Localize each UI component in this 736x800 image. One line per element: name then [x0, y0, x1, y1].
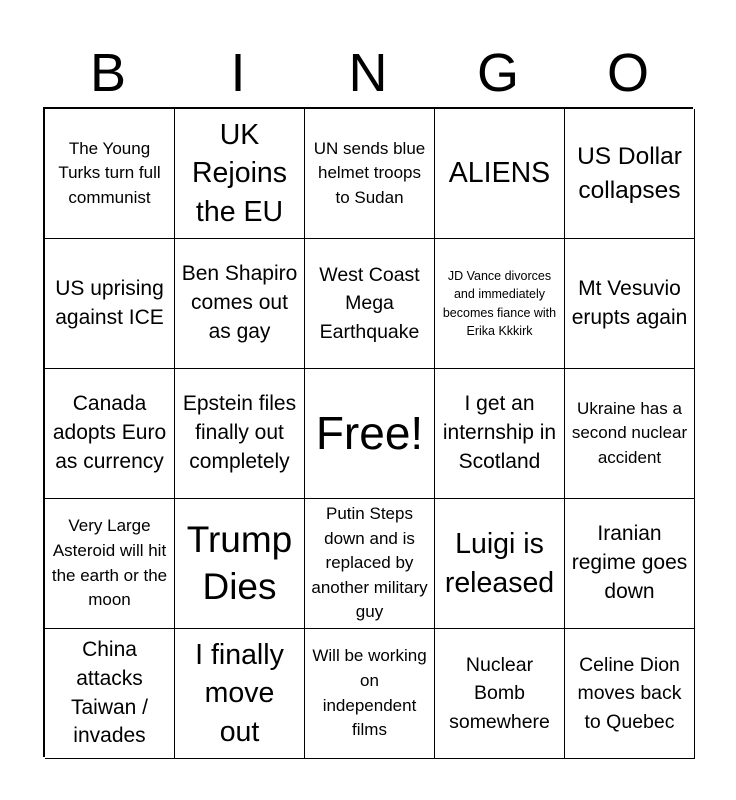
- bingo-cell[interactable]: [435, 629, 565, 759]
- bingo-cell[interactable]: [435, 369, 565, 499]
- bingo-cell[interactable]: [45, 629, 175, 759]
- bingo-cell[interactable]: [175, 109, 305, 239]
- header-letter-i: I: [230, 43, 246, 103]
- bingo-cell[interactable]: [175, 369, 305, 499]
- bingo-cell[interactable]: [565, 629, 695, 759]
- header-letter-g: G: [476, 43, 519, 103]
- cell-text: Mt Vesuvio erupts again: [571, 276, 688, 329]
- cell-text: Ben Shapiro comes out as gay: [181, 262, 298, 343]
- cell-text: Iranian regime goes down: [571, 522, 688, 603]
- cell-text: Nuclear Bomb somewhere: [449, 654, 550, 733]
- cell-text: Canada adopts Euro as currency: [52, 392, 167, 473]
- free-space-cell[interactable]: [305, 369, 435, 499]
- bingo-cell[interactable]: [435, 499, 565, 629]
- cell-text: US uprising against ICE: [55, 276, 164, 329]
- cell-text: Putin Steps down and is replaced by another military guy: [311, 503, 428, 622]
- bingo-cell[interactable]: [305, 109, 435, 239]
- cell-text: US Dollar collapses: [577, 143, 682, 204]
- bingo-cell[interactable]: [175, 499, 305, 629]
- cell-text: UK Rejoins the EU: [191, 118, 288, 228]
- cell-text: Very Large Asteroid will hit the earth or the moon: [51, 516, 168, 610]
- bingo-header: [43, 40, 693, 106]
- bingo-cell[interactable]: [175, 629, 305, 759]
- bingo-cell[interactable]: [565, 239, 695, 369]
- cell-text: Epstein files finally out completely: [182, 392, 297, 473]
- bingo-cell[interactable]: [565, 369, 695, 499]
- bingo-cell[interactable]: [565, 109, 695, 239]
- bingo-cell[interactable]: [565, 499, 695, 629]
- bingo-cell[interactable]: [435, 239, 565, 369]
- cell-text: I get an internship in Scotland: [442, 392, 557, 473]
- bingo-cell[interactable]: [45, 499, 175, 629]
- cell-text: Luigi is released: [444, 528, 555, 599]
- bingo-cell[interactable]: [305, 239, 435, 369]
- cell-text: JD Vance divorces and immediately becomes fiance with Erika Kkkirk: [442, 269, 557, 338]
- cell-text: Trump Dies: [186, 519, 293, 607]
- cell-text: Celine Dion moves back to Quebec: [577, 654, 682, 733]
- bingo-cell[interactable]: [45, 109, 175, 239]
- bingo-cell[interactable]: [175, 239, 305, 369]
- cell-text: China attacks Taiwan / invades: [70, 637, 149, 748]
- cell-text: I finally move out: [195, 638, 284, 748]
- bingo-cell[interactable]: [305, 499, 435, 629]
- bingo-cell[interactable]: [435, 109, 565, 239]
- bingo-cell[interactable]: [305, 629, 435, 759]
- header-letter-n: N: [348, 43, 388, 103]
- header-letter-o: O: [606, 43, 649, 103]
- free-space-label: Free!: [315, 407, 424, 460]
- cell-text: West Coast Mega Earthquake: [319, 264, 420, 343]
- cell-text: Will be working on independent films: [312, 646, 427, 740]
- bingo-board: [43, 107, 693, 757]
- cell-text: UN sends blue helmet troops to Sudan: [313, 138, 426, 207]
- cell-text: Ukraine has a second nuclear accident: [571, 398, 688, 467]
- cell-text: The Young Turks turn full communist: [58, 138, 161, 207]
- bingo-cell[interactable]: [45, 239, 175, 369]
- bingo-cell[interactable]: [45, 369, 175, 499]
- cell-text: ALIENS: [448, 157, 551, 190]
- header-letter-b: B: [89, 43, 127, 103]
